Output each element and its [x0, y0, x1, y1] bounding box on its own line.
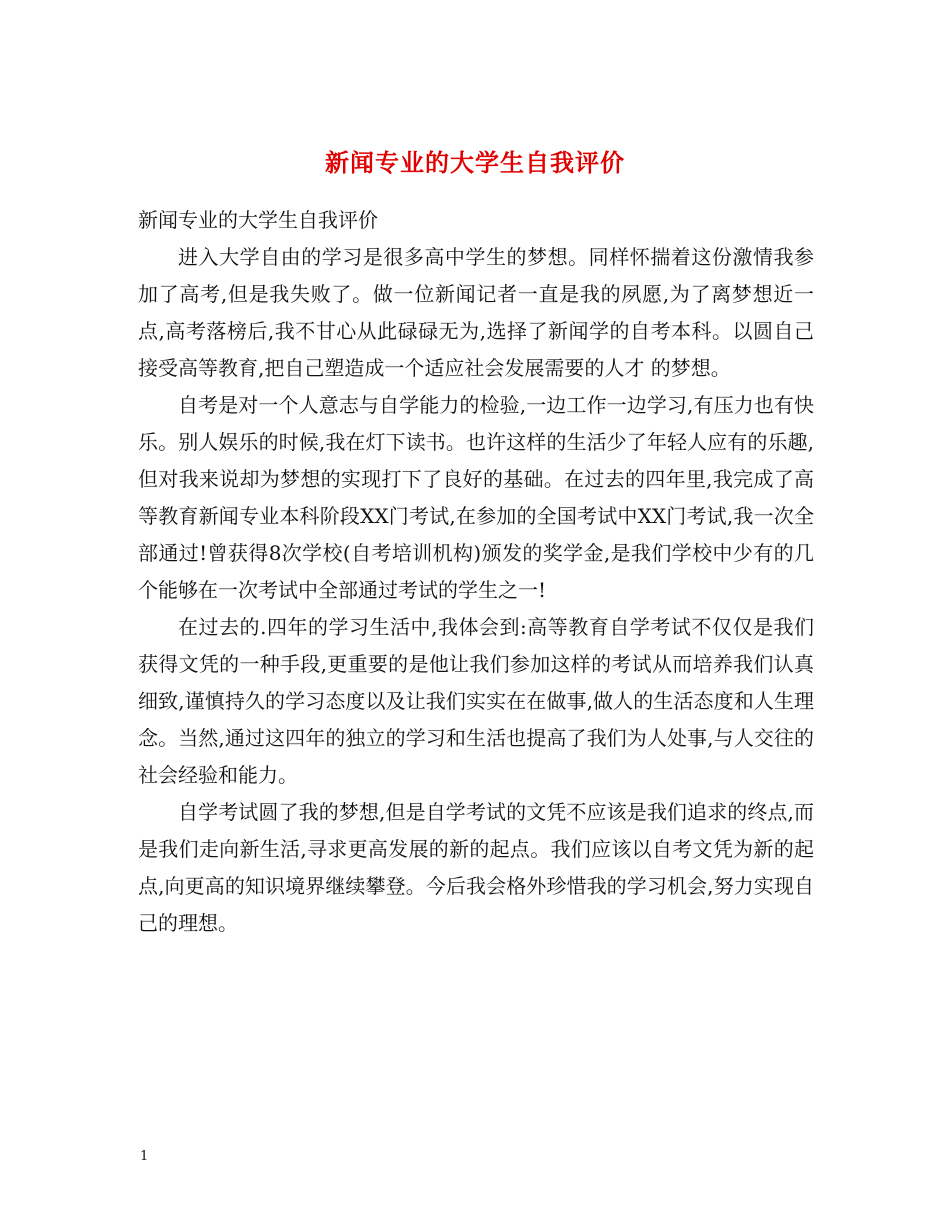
- page-title: 新闻专业的大学生自我评价: [325, 148, 625, 178]
- paragraph-2: 自考是对一个人意志与自学能力的检验,一边工作一边学习,有压力也有快乐。别人娱乐的时候,我在灯下读书。也许这样的生活少了年轻人应有的乐趣,但对我来说却为梦想的实现打下了良好的基础。在过去的四年里,我完成了高等教育新闻专业本科阶段XX门考试,在参加的全国考试中XX门考试,我一次全部通过!曾获得8次学校(自考培训机构)颁发的奖学金,是我们学校中少有的几个能够在一次考试中全部通过考试的学生之一!: [138, 393, 814, 602]
- document-body: [138, 202, 814, 942]
- page-number: 1: [140, 1149, 149, 1164]
- paragraph-4: 自学考试圆了我的梦想,但是自学考试的文凭不应该是我们追求的终点,而是我们走向新生活,寻求更高发展的新的起点。我们应该以自考文凭为新的起点,向更高的知识境界继续攀登。今后我会格外珍惜我的学习机会,努力实现自己的理想。: [138, 800, 814, 935]
- document-subtitle: 新闻专业的大学生自我评价: [138, 208, 378, 232]
- paragraph-3: 在过去的.四年的学习生活中,我体会到:高等教育自学考试不仅仅是我们获得文凭的一种手段,更重要的是他让我们参加这样的考试从而培养我们认真细致,谨慎持久的学习态度以及让我们实实在在做事,做人的生活态度和人生理念。当然,通过这四年的独立的学习和生活也提高了我们为人处事,与人交往的社会经验和能力。: [138, 615, 814, 787]
- paragraph-1: 进入大学自由的学习是很多高中学生的梦想。同样怀揣着这份激情我参加了高考,但是我失败了。做一位新闻记者一直是我的夙愿,为了离梦想近一点,高考落榜后,我不甘心从此碌碌无为,选择了新闻学的自考本科。以圆自己接受高等教育,把自己塑造成一个适应社会发展需要的人才 的梦想。: [138, 245, 814, 380]
